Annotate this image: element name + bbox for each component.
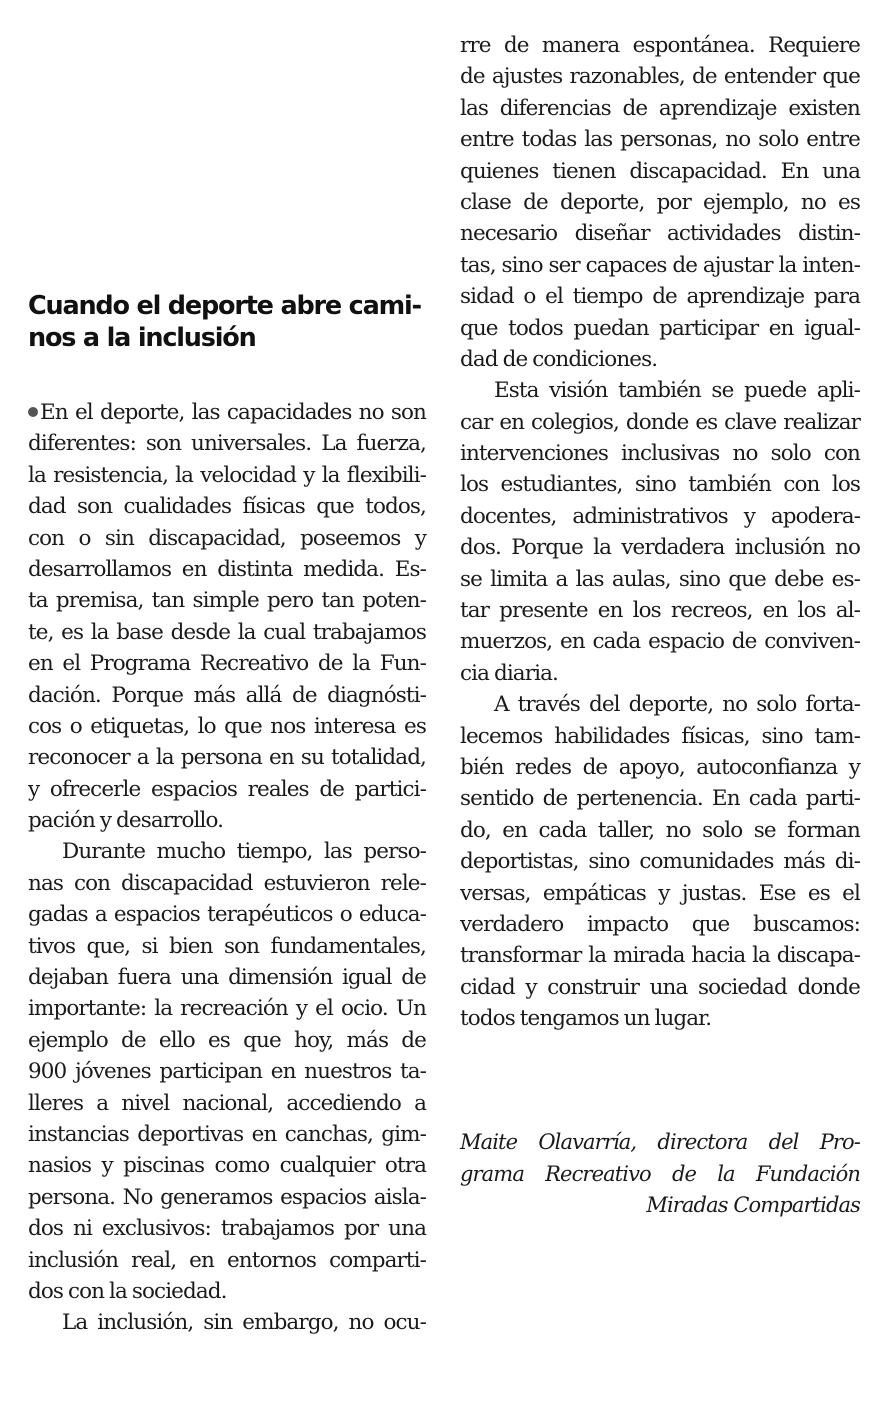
signature-line: grama Recreativo de la Fundación: [460, 1161, 860, 1186]
text-line: ejemplo de ello es que hoy, más de: [28, 1027, 426, 1053]
text-line: dos. Porque la verdadera inclusión no: [460, 535, 860, 561]
text-line: dación. Porque más allá de diagnósti-: [28, 682, 426, 708]
text-line: dos ni exclusivos: trabajamos por una: [28, 1216, 426, 1242]
signature-line: Maite Olavarría, directora del Pro-: [460, 1130, 860, 1154]
line-text: pación y desarrollo.: [28, 808, 224, 834]
text-line: cos o etiquetas, lo que nos interesa es: [28, 713, 426, 739]
bullet-icon: [28, 407, 38, 417]
text-line: ta premisa, tan simple pero tan poten-: [28, 588, 426, 614]
text-line: los estudiantes, sino también con los: [460, 472, 860, 498]
text-line: persona. No generamos espacios aisla-: [28, 1184, 426, 1210]
text-line: [460, 658, 860, 689]
text-line: [28, 1276, 426, 1307]
text-line: se limita a las aulas, sino que debe es-: [460, 566, 860, 592]
author-signature: [460, 1127, 860, 1222]
text-line: bién redes de apoyo, autoconfianza y: [460, 754, 860, 780]
text-line: rre de manera espontánea. Requiere: [460, 33, 860, 58]
text-line: con o sin discapacidad, poseemos y: [28, 525, 426, 551]
line-text: todos tengamos un lugar.: [460, 1006, 712, 1032]
text-line: lecemos habilidades físicas, sino tam-: [460, 723, 860, 749]
text-line: de ajustes razonables, de entender que: [460, 64, 860, 90]
headline-line: nos a la inclusión: [28, 323, 256, 353]
text-line: lleres a nivel nacional, accediendo a: [28, 1090, 426, 1116]
text-line: do, en cada taller, no solo se forman: [460, 817, 860, 843]
text-line: en el Programa Recreativo de la Fun-: [28, 651, 426, 677]
text-line: sidad o el tiempo de aprendizaje para: [460, 284, 860, 310]
text-line: te, es la base desde la cual trabajamos: [28, 619, 426, 645]
text-line: car en colegios, donde es clave realizar: [460, 409, 860, 435]
text-line: docentes, administrativos y apodera-: [460, 503, 860, 529]
text-line: nasios y piscinas como cualquier otra: [28, 1153, 426, 1179]
text-line: verdadero impacto que buscamos:: [460, 911, 860, 937]
text-line: gadas a espacios terapéuticos o educa-: [28, 902, 426, 928]
text-line: Durante mucho tiempo, las perso-: [62, 839, 426, 865]
line-text: dad de condiciones.: [460, 346, 658, 372]
text-line: y ofrecerle espacios reales de partici-: [28, 776, 426, 802]
left-column-text: [28, 397, 426, 1339]
text-line: instancias deportivas en canchas, gim-: [28, 1121, 426, 1147]
text-line: dad son cualidades físicas que todos,: [28, 494, 426, 520]
text-line: quienes tienen discapacidad. En una: [460, 158, 860, 184]
text-line: cidad y construir una sociedad donde: [460, 974, 860, 1000]
text-line: versas, empáticas y justas. Ese es el: [460, 880, 860, 906]
text-line: La inclusión, sin embargo, no ocu-: [62, 1310, 426, 1336]
text-line: sentido de pertenencia. En cada parti-: [460, 786, 860, 812]
line-text: En el deporte, las capacidades no son: [40, 400, 426, 425]
text-line: importante: la recreación y el ocio. Un: [28, 996, 426, 1022]
line-text: cia diaria.: [460, 660, 558, 686]
headline-line: Cuando el deporte abre cami-: [28, 291, 421, 321]
text-line: las diferencias de aprendizaje existen: [460, 95, 860, 121]
text-line: tivos que, si bien son fundamentales,: [28, 933, 426, 959]
text-line: [460, 344, 860, 375]
line-text: dos con la sociedad.: [28, 1278, 227, 1304]
text-line: que todos puedan participar en igual-: [460, 315, 860, 341]
text-line: reconocer a la persona en su totalidad,: [28, 745, 426, 771]
text-line: Esta visión también se puede apli-: [494, 378, 860, 404]
text-line: tas, sino ser capaces de ajustar la inten-: [460, 252, 860, 278]
text-line: inclusión real, en entornos comparti-: [28, 1247, 426, 1273]
text-line: [28, 805, 426, 836]
text-line: deportistas, sino comunidades más di-: [460, 849, 860, 875]
article-headline: [28, 290, 428, 354]
text-line: A través del deporte, no solo forta-: [494, 692, 860, 718]
text-line: dejaban fuera una dimensión igual de: [28, 965, 426, 991]
text-line: intervenciones inclusivas no solo con: [460, 441, 860, 467]
text-line: nas con discapacidad estuvieron rele-: [28, 870, 426, 896]
text-line: muerzos, en cada espacio de conviven-: [460, 629, 860, 655]
text-line: la resistencia, la velocidad y la flexibili-: [28, 462, 426, 488]
text-line: necesario diseñar actividades distin-: [460, 221, 860, 247]
text-line: desarrollamos en distinta medida. Es-: [28, 556, 426, 582]
text-line: clase de deporte, por ejemplo, no es: [460, 189, 860, 215]
right-column-text: [460, 30, 860, 1035]
text-line: [460, 1003, 860, 1034]
text-line: entre todas las personas, no solo entre: [460, 127, 860, 153]
text-line: diferentes: son universales. La fuerza,: [28, 431, 426, 457]
signature-line: Miradas Compartidas: [646, 1193, 860, 1217]
text-line: 900 jóvenes participan en nuestros ta-: [28, 1059, 426, 1085]
text-line: tar presente en los recreos, en los al-: [460, 598, 860, 624]
text-line: transformar la mirada hacia la discapa-: [460, 943, 860, 969]
text-line: [28, 397, 426, 428]
